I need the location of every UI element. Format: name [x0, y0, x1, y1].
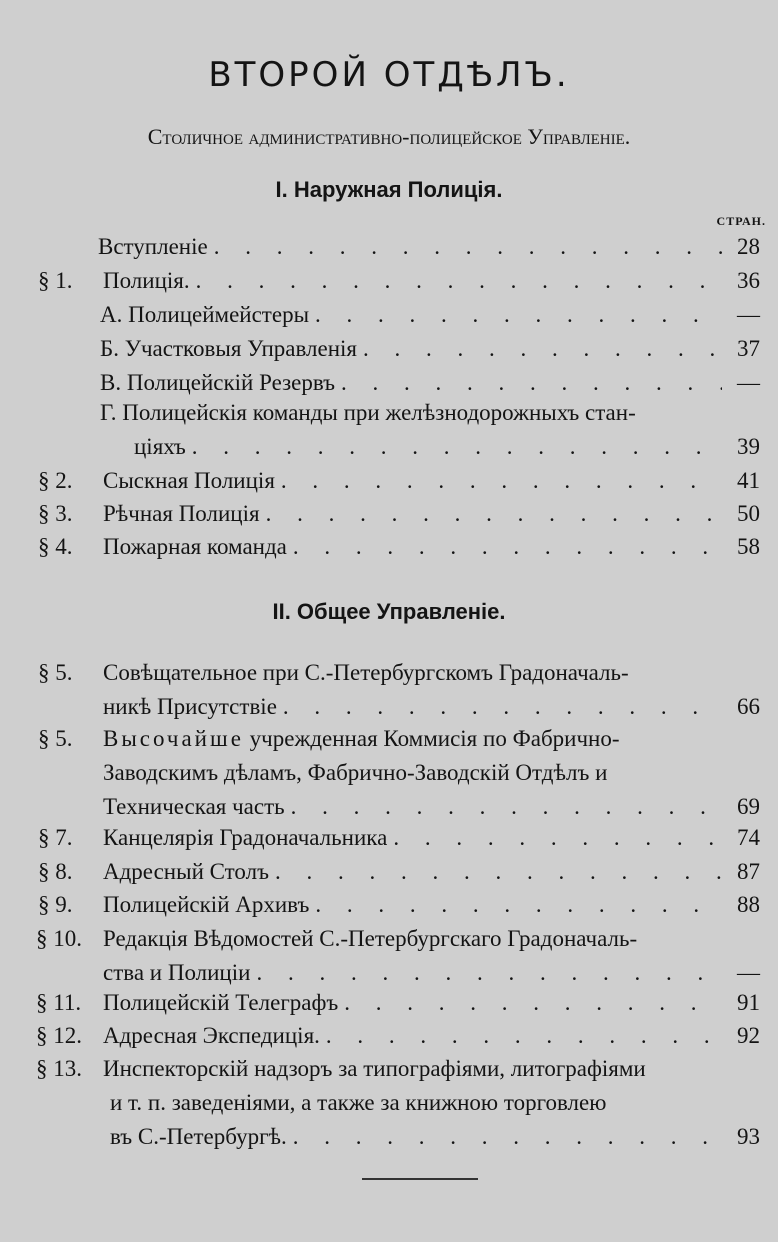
section-number: § 12.: [36, 1023, 82, 1048]
toc-entry-title: Инспекторскій надзоръ за типографіями, литографіями: [103, 1056, 646, 1081]
toc-entry-title: Рѣчная Полиція: [103, 501, 260, 526]
toc-entry-title-cont: ціяхъ: [134, 434, 186, 459]
toc-entry-title: Полицейскій Архивъ: [103, 892, 310, 917]
toc-entry-page: —: [737, 302, 760, 327]
section-number: § 5.: [38, 726, 73, 751]
toc-entry-title: А. Полицеймейстеры: [100, 302, 310, 327]
part-heading-1: I. Наружная Полиція.: [275, 177, 503, 202]
section-title: ВТОРОЙ ОТДѢЛЪ.: [208, 55, 570, 95]
section-number: § 8.: [38, 859, 73, 884]
toc-entry-title: Адресная Экспедиція.: [103, 1023, 320, 1048]
toc-entry-title: Сыскная Полиція: [103, 468, 275, 493]
toc-entry-page: 58: [737, 534, 760, 559]
leader-dots: [326, 1019, 722, 1053]
leader-dots: [275, 855, 722, 889]
toc-entry-title: Б. Участковыя Управленія: [100, 336, 357, 361]
toc-entry-title-cont: ства и Полиціи: [103, 960, 251, 985]
leader-dots: [291, 790, 722, 824]
toc-entry-page: 36: [737, 268, 760, 293]
section-number: § 11.: [36, 990, 82, 1015]
toc-entry-page: 37: [737, 336, 760, 361]
toc-entry-title: В. Полицейскій Резервъ: [100, 370, 336, 395]
toc-entry-title: Вступленіе: [98, 234, 208, 259]
toc-entry-title-cont: Заводскимъ дѣламъ, Фабрично-Заводскій Отдѣлъ и: [103, 760, 608, 785]
toc-entry-title: Совѣщательное при С.-Петербургскомъ Градоначаль-: [103, 660, 629, 685]
leader-dots: [341, 366, 722, 400]
section-number: § 1.: [38, 268, 73, 293]
toc-entry-page: —: [737, 960, 760, 985]
toc-entry-page: 88: [737, 892, 760, 917]
toc-entry-page: 41: [737, 468, 760, 493]
toc-entry-title: Канцелярія Градоначальника: [103, 825, 388, 850]
leader-dots: [256, 956, 722, 990]
toc-entry-title: Полицейскій Телеграфъ: [103, 990, 339, 1015]
section-number: § 4.: [38, 534, 73, 559]
toc-entry-title: Г. Полицейскія команды при желѣзнодорожныхъ стан-: [100, 400, 636, 425]
leader-dots: [393, 821, 722, 855]
section-number: § 2.: [38, 468, 73, 493]
toc-entry-title: Редакція Вѣдомостей С.-Петербургскаго Градоначаль-: [103, 926, 638, 951]
toc-entry-title-cont: Техническая часть: [103, 794, 285, 819]
toc-entry-title: Полиція.: [103, 268, 190, 293]
toc-entry-page: 87: [737, 859, 760, 884]
toc-entry-page: 92: [737, 1023, 760, 1048]
toc-entry-title-cont: никѣ Присутствіе: [103, 694, 277, 719]
toc-entry-page: 93: [737, 1124, 760, 1149]
toc-entry-title: Адресный Столъ: [103, 859, 269, 884]
toc-entry-page: 39: [737, 434, 760, 459]
toc-entry-page: 28: [737, 234, 760, 259]
section-number: § 10.: [36, 926, 82, 951]
leader-dots: [315, 888, 722, 922]
closing-rule: [362, 1178, 478, 1180]
part-heading-2: II. Общее Управленіе.: [272, 599, 506, 624]
toc-entry-title-emph: Высочайше: [103, 726, 244, 751]
toc-entry-page: 74: [737, 825, 760, 850]
leader-dots: [363, 332, 722, 366]
leader-dots: [283, 690, 722, 724]
section-number: § 5.: [38, 660, 73, 685]
leader-dots: [192, 430, 722, 464]
section-number: § 7.: [38, 825, 73, 850]
toc-entry-title-cont: и т. п. заведеніями, а также за книжною торговлею: [110, 1090, 607, 1115]
leader-dots: [214, 230, 722, 264]
toc-entry-page: 66: [737, 694, 760, 719]
leader-dots: [266, 497, 722, 531]
page-column-label: СТРАН.: [716, 214, 766, 228]
section-number: § 9.: [38, 892, 73, 917]
toc-entry-page: 50: [737, 501, 760, 526]
leader-dots: [344, 986, 722, 1020]
subtitle: Столичное административно-полицейское Управленіе.: [147, 124, 631, 149]
toc-entry-title: учрежденная Коммисія по Фабрично-: [243, 726, 620, 751]
leader-dots: [293, 1120, 722, 1154]
leader-dots: [281, 464, 722, 498]
toc-entry-page: 91: [737, 990, 760, 1015]
section-number: § 13.: [36, 1056, 82, 1081]
leader-dots: [293, 530, 722, 564]
toc-entry-title: Пожарная команда: [103, 534, 287, 559]
toc-entry-page: 69: [737, 794, 760, 819]
section-number: § 3.: [38, 501, 73, 526]
toc-entry-page: —: [737, 370, 760, 395]
leader-dots: [315, 298, 722, 332]
toc-entry-title-cont: въ С.-Петербургѣ.: [110, 1124, 287, 1149]
leader-dots: [196, 264, 722, 298]
